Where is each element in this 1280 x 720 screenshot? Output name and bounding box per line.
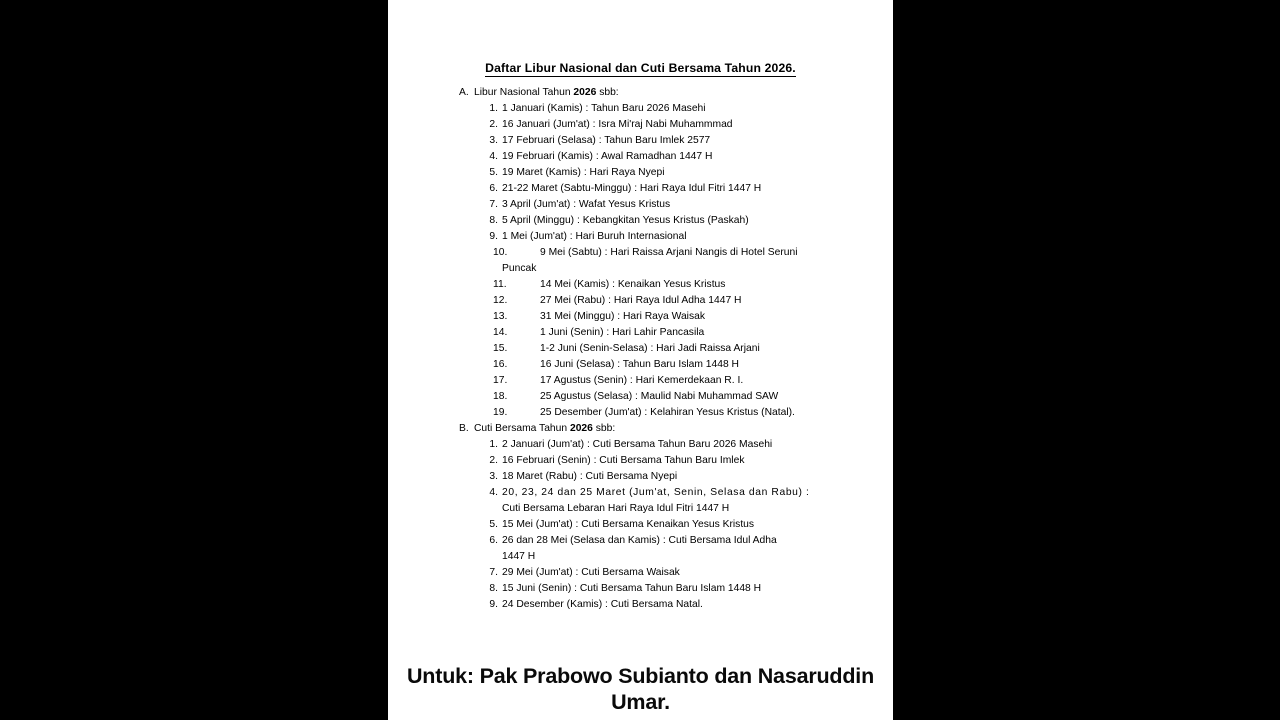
- list-item-text: 29 Mei (Jum'at) : Cuti Bersama Waisak: [502, 567, 680, 578]
- list-item-number: 3.: [489, 471, 498, 482]
- list-item-number: 2.: [489, 455, 498, 466]
- list-item-text: 24 Desember (Kamis) : Cuti Bersama Natal.: [502, 599, 703, 610]
- list-item-text: 9 Mei (Sabtu) : Hari Raissa Arjani Nangis di Hotel Seruni: [540, 247, 798, 258]
- page-title: [388, 61, 893, 77]
- list-item-number: 2.: [489, 119, 498, 130]
- section-heading-prefix: Cuti Bersama Tahun: [474, 423, 570, 434]
- list-item-text: 16 Februari (Senin) : Cuti Bersama Tahun Baru Imlek: [502, 455, 745, 466]
- list-item: [388, 389, 893, 405]
- list-item: [388, 229, 893, 245]
- list-item-number: 14.: [493, 327, 508, 338]
- list-item-number: 19.: [493, 407, 508, 418]
- list-item-number: 16.: [493, 359, 508, 370]
- section-heading-text: [474, 421, 615, 437]
- list-item-number: 6.: [489, 535, 498, 546]
- list-item-text: 1 Mei (Jum'at) : Hari Buruh Internasional: [502, 231, 687, 242]
- section-heading: [388, 421, 893, 437]
- list-item-number: 10.: [493, 247, 508, 258]
- list-item-continuation-text: 1447 H: [502, 551, 536, 562]
- list-item-number: 9.: [489, 599, 498, 610]
- list-item: [388, 581, 893, 597]
- list-item-number: 9.: [489, 231, 498, 242]
- list-item-text: 16 Juni (Selasa) : Tahun Baru Islam 1448 H: [540, 359, 739, 370]
- list-item: [388, 149, 893, 165]
- section-heading-year: 2026: [569, 423, 593, 434]
- list-item-text: 25 Desember (Jum'at) : Kelahiran Yesus Kristus (Natal).: [540, 407, 795, 418]
- section-heading-suffix: sbb:: [596, 87, 619, 98]
- list-item: [388, 277, 893, 293]
- list-item-text: 17 Agustus (Senin) : Hari Kemerdekaan R. I.: [540, 375, 744, 386]
- list-item-number: 18.: [493, 391, 508, 402]
- list-item-text: 19 Februari (Kamis) : Awal Ramadhan 1447 H: [502, 151, 713, 162]
- list-item-text: 27 Mei (Rabu) : Hari Raya Idul Adha 1447 H: [540, 295, 742, 306]
- page-title-text: Daftar Libur Nasional dan Cuti Bersama Tahun 2026.: [485, 61, 796, 75]
- list-item-text: 5 April (Minggu) : Kebangkitan Yesus Kristus (Paskah): [502, 215, 749, 226]
- list-item-number: 6.: [489, 183, 498, 194]
- list-item-text: 25 Agustus (Selasa) : Maulid Nabi Muhammad SAW: [540, 391, 779, 402]
- list-item-text: 20, 23, 24 dan 25 Maret (Jum'at, Senin, Selasa dan Rabu) :: [502, 487, 810, 498]
- list-item: [388, 485, 893, 501]
- list-item-text: 31 Mei (Minggu) : Hari Raya Waisak: [540, 311, 705, 322]
- list-item-text: 16 Januari (Jum'at) : Isra Mi'raj Nabi Muhammmad: [502, 119, 733, 130]
- list-item-number: 13.: [493, 311, 508, 322]
- list-item-number: 5.: [489, 167, 498, 178]
- section-heading-suffix: sbb:: [592, 423, 616, 434]
- section-heading-text: [474, 85, 619, 101]
- list-item: [388, 405, 893, 421]
- list-item: [388, 453, 893, 469]
- list-item-number: 11.: [493, 279, 507, 290]
- list-item: [388, 533, 893, 549]
- list-item: [388, 597, 893, 613]
- list-item: [388, 437, 893, 453]
- list-item-text: 15 Juni (Senin) : Cuti Bersama Tahun Baru Islam 1448 H: [502, 583, 762, 594]
- list-item-continuation: [388, 501, 893, 517]
- section-letter: B.: [459, 423, 469, 434]
- list-item: [388, 357, 893, 373]
- letterbox-left-bar: [0, 0, 388, 720]
- list-item: [388, 245, 893, 261]
- list-item-number: 1.: [489, 103, 498, 114]
- list-item-number: 17.: [493, 375, 508, 386]
- list-item-text: 3 April (Jum'at) : Wafat Yesus Kristus: [502, 199, 671, 210]
- section-heading-prefix: Libur Nasional Tahun: [474, 87, 574, 98]
- list-item-continuation: [388, 549, 893, 565]
- list-item: [388, 101, 893, 117]
- list-item-continuation-text: Puncak: [502, 263, 537, 274]
- list-item: [388, 309, 893, 325]
- list-item-text: 1-2 Juni (Senin-Selasa) : Hari Jadi Raissa Arjani: [540, 343, 760, 354]
- list-item: [388, 117, 893, 133]
- list-item-text: 19 Maret (Kamis) : Hari Raya Nyepi: [502, 167, 665, 178]
- list-item-continuation: [388, 261, 893, 277]
- list-item-number: 3.: [489, 135, 498, 146]
- list-item: [388, 517, 893, 533]
- list-item: [388, 565, 893, 581]
- list-item: [388, 325, 893, 341]
- list-item-text: 17 Februari (Selasa) : Tahun Baru Imlek 2577: [502, 135, 711, 146]
- list-item-text: 14 Mei (Kamis) : Kenaikan Yesus Kristus: [540, 279, 726, 290]
- list-item-number: 12.: [493, 295, 508, 306]
- list-item-text: 2 Januari (Jum'at) : Cuti Bersama Tahun Baru 2026 Masehi: [502, 439, 773, 450]
- section-heading: [388, 85, 893, 101]
- list-item: [388, 213, 893, 229]
- list-item: [388, 293, 893, 309]
- list-item-text: 1 Juni (Senin) : Hari Lahir Pancasila: [540, 327, 705, 338]
- footer-note: Untuk: Pak Prabowo Subianto dan Nasaruddin Umar.: [406, 664, 875, 714]
- list-item-number: 8.: [489, 215, 498, 226]
- list-item-number: 1.: [489, 439, 498, 450]
- list-item-number: 4.: [489, 487, 498, 498]
- document-sheet: [388, 0, 893, 720]
- list-item: [388, 181, 893, 197]
- list-item-text: 26 dan 28 Mei (Selasa dan Kamis) : Cuti Bersama Idul Adha: [502, 535, 777, 546]
- list-item-number: 7.: [489, 199, 498, 210]
- list-item-number: 15.: [493, 343, 508, 354]
- list-item-text: 1 Januari (Kamis) : Tahun Baru 2026 Masehi: [502, 103, 706, 114]
- list-item: [388, 341, 893, 357]
- list-item-number: 7.: [489, 567, 498, 578]
- list-item: [388, 133, 893, 149]
- list-item: [388, 469, 893, 485]
- list-item-number: 4.: [489, 151, 498, 162]
- list-item: [388, 165, 893, 181]
- list-item-number: 8.: [489, 583, 498, 594]
- list-item-text: 18 Maret (Rabu) : Cuti Bersama Nyepi: [502, 471, 678, 482]
- list-item: [388, 373, 893, 389]
- list-item: [388, 197, 893, 213]
- section-heading-year: 2026: [573, 87, 597, 98]
- list-item-text: 15 Mei (Jum'at) : Cuti Bersama Kenaikan Yesus Kristus: [502, 519, 755, 530]
- letterbox-right-bar: [893, 0, 1280, 720]
- list-item-number: 5.: [489, 519, 498, 530]
- list-item-continuation-text: Cuti Bersama Lebaran Hari Raya Idul Fitri 1447 H: [502, 503, 730, 514]
- list-item-text: 21-22 Maret (Sabtu-Minggu) : Hari Raya Idul Fitri 1447 H: [502, 183, 762, 194]
- section-letter: A.: [459, 87, 469, 98]
